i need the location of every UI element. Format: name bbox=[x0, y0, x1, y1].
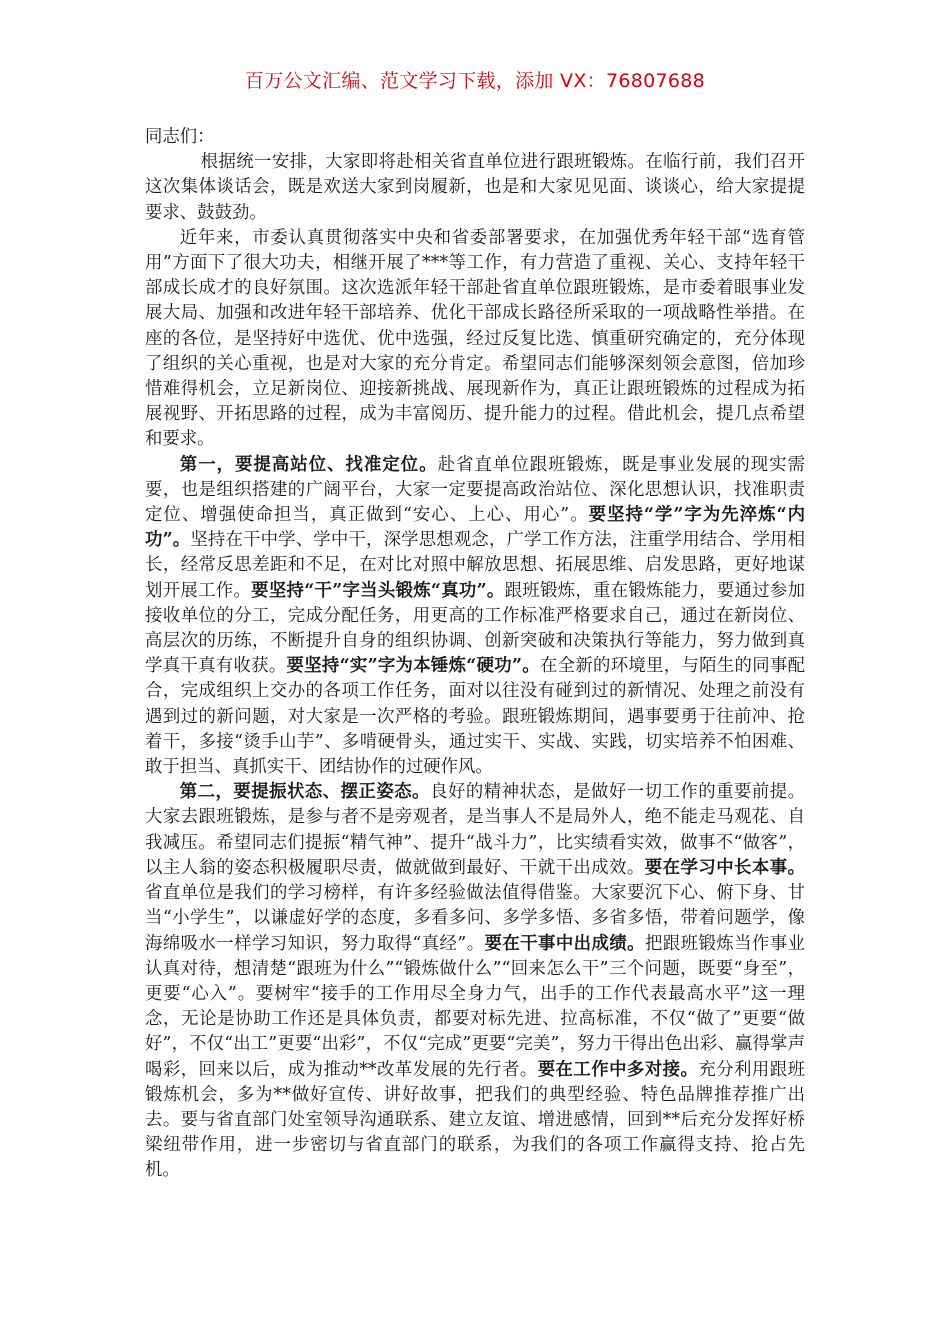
header-banner: 百万公文汇编、范文学习下载，添加 VX：76807688 bbox=[244, 70, 706, 92]
paragraph-text: 赴省直单位跟班锻炼，既是事业发展的现实需要，也是组织搭建的广阔平台，大家一定要提高政治站位、深化思想认识，找准职责定位、增强使命担当，真正做到“安心、上心、用心”。 bbox=[145, 454, 805, 526]
paragraph-point-two bbox=[145, 780, 805, 1183]
sub-point-heading: 要在工作中多对接。 bbox=[537, 1059, 699, 1080]
paragraph-text: 省直单位是我们的学习榜样，有许多经验做法值得借鉴。大家要沉下心、俯下身、甘当“小学生”，以谦虚好学的态度，多看多问、多学多悟、多省多悟，带着问题学，像海绵吸水一样学习知识，努力取得“真经”。 bbox=[145, 883, 805, 954]
paragraph-text: 坚持在干中学、学中干，深学思想观念，广学工作方法，注重学用结合、学用相长，经常反思差距和不足，在对比对照中解放思想、拓展思维、启发思路，更好地谋划开展工作。 bbox=[145, 530, 805, 601]
paragraph-text: 根据统一安排，大家即将赴相关省直单位进行跟班锻炼。在临行前，我们召开这次集体谈话会，既是欢送大家到岗履新，也是和大家见见面、谈谈心，给大家提提要求、鼓鼓劲。 bbox=[145, 152, 805, 223]
sub-point-heading: 要坚持“实”字为本锤炼“硬功”。 bbox=[286, 656, 540, 677]
sub-point-heading: 要在学习中长本事。 bbox=[644, 857, 805, 878]
paragraph-text: 在全新的环境里，与陌生的同事配合，完成组织上交办的各项工作任务，面对以往没有碰到过的新情况、处理之前没有遇到过的新问题，对大家是一次严格的考验。跟班锻炼期间，遇事要勇于往前冲、抢着干，多接“烫手山芋”、多啃硬骨头，通过实干、实战、实践，切实培养不怕困难、敢于担当、真抓实干、团结协作的过硬作风。 bbox=[145, 656, 805, 778]
paragraph-text: 把跟班锻炼当作事业认真对待，想清楚“跟班为什么”“锻炼做什么”“回来怎么干”三个问题，既要“身至”，更要“心入”。要树牢“接手的工作用尽全身力气，出手的工作代表最高水平”这一理念，无论是协助工作还是具体负责，都要对标先进、拉高标准，不仅“做了”更要“做好”，不仅“出工”更要“出彩”，不仅“完成”更要“完美”，努力干得出色出彩、赢得掌声喝彩，回来以后，成为推动**改革发展的先行者。 bbox=[145, 933, 805, 1080]
sub-point-heading: 要在干事中出成绩。 bbox=[484, 933, 645, 954]
paragraph-text: 近年来，市委认真贯彻落实中央和省委部署要求，在加强优秀年轻干部“选育管用”方面下了很大功夫，相继开展了***等工作，有力营造了重视、关心、支持年轻干部成长成才的良好氛围。这次选派年轻干部赴省直单位跟班锻炼，是市委着眼事业发展大局、加强和改进年轻干部培养、优化干部成长路径所采取的一项战略性举措。在座的各位，是坚持好中选优、优中选强，经过反复比选、慎重研究确定的，充分体现了组织的关心重视，也是对大家的充分肯定。希望同志们能够深刻领会意图，倍加珍惜难得机会，立足新岗位、迎接新挑战、展现新作为，真正让跟班锻炼的过程成为拓展视野、开拓思路的过程，成为丰富阅历、提升能力的过程。借此机会，提几点希望和要求。 bbox=[145, 227, 805, 450]
document-body bbox=[145, 125, 805, 1184]
paragraph-text: 充分利用跟班锻炼机会，多为**做好宣传、讲好故事，把我们的典型经验、特色品牌推荐推广出去。要与省直部门处室领导沟通联系、建立友谊、增进感情，回到**后充分发挥好桥梁纽带作用，进一步密切与省直部门的联系，为我们的各项工作赢得支持、抢占先机。 bbox=[145, 1059, 805, 1181]
paragraph-text: 跟班锻炼，重在锻炼能力，要通过参加接收单位的分工，完成分配任务，用更高的工作标准严格要求自己，通过在新岗位、高层次的历练，不断提升自身的组织协调、创新突破和决策执行等能力，努力做到真学真干真有收获。 bbox=[145, 580, 805, 677]
paragraph-point-one bbox=[145, 453, 805, 781]
point-heading: 第二，要提振状态、摆正姿态。 bbox=[179, 782, 431, 803]
paragraph-background bbox=[145, 226, 805, 453]
sub-point-heading: 要坚持“干”字当头锻炼“真功”。 bbox=[251, 580, 505, 601]
paragraph-text: 良好的精神状态，是做好一切工作的重要前提。大家去跟班锻炼，是参与者不是旁观者，是当事人不是局外人，绝不能走马观花、自我减压。希望同志们提振“精气神”、提升“战斗力”，比实绩看实效，做事不“做客”，以主人翁的姿态积极履职尽责，做就做到最好、干就干出成效。 bbox=[145, 782, 805, 878]
salutation: 同志们： bbox=[145, 127, 215, 147]
paragraph-intro bbox=[145, 150, 805, 226]
sub-point-heading: 要坚持“学”字为先淬炼“内功”。 bbox=[145, 505, 805, 551]
point-heading: 第一，要提高站位、找准定位。 bbox=[179, 454, 438, 475]
